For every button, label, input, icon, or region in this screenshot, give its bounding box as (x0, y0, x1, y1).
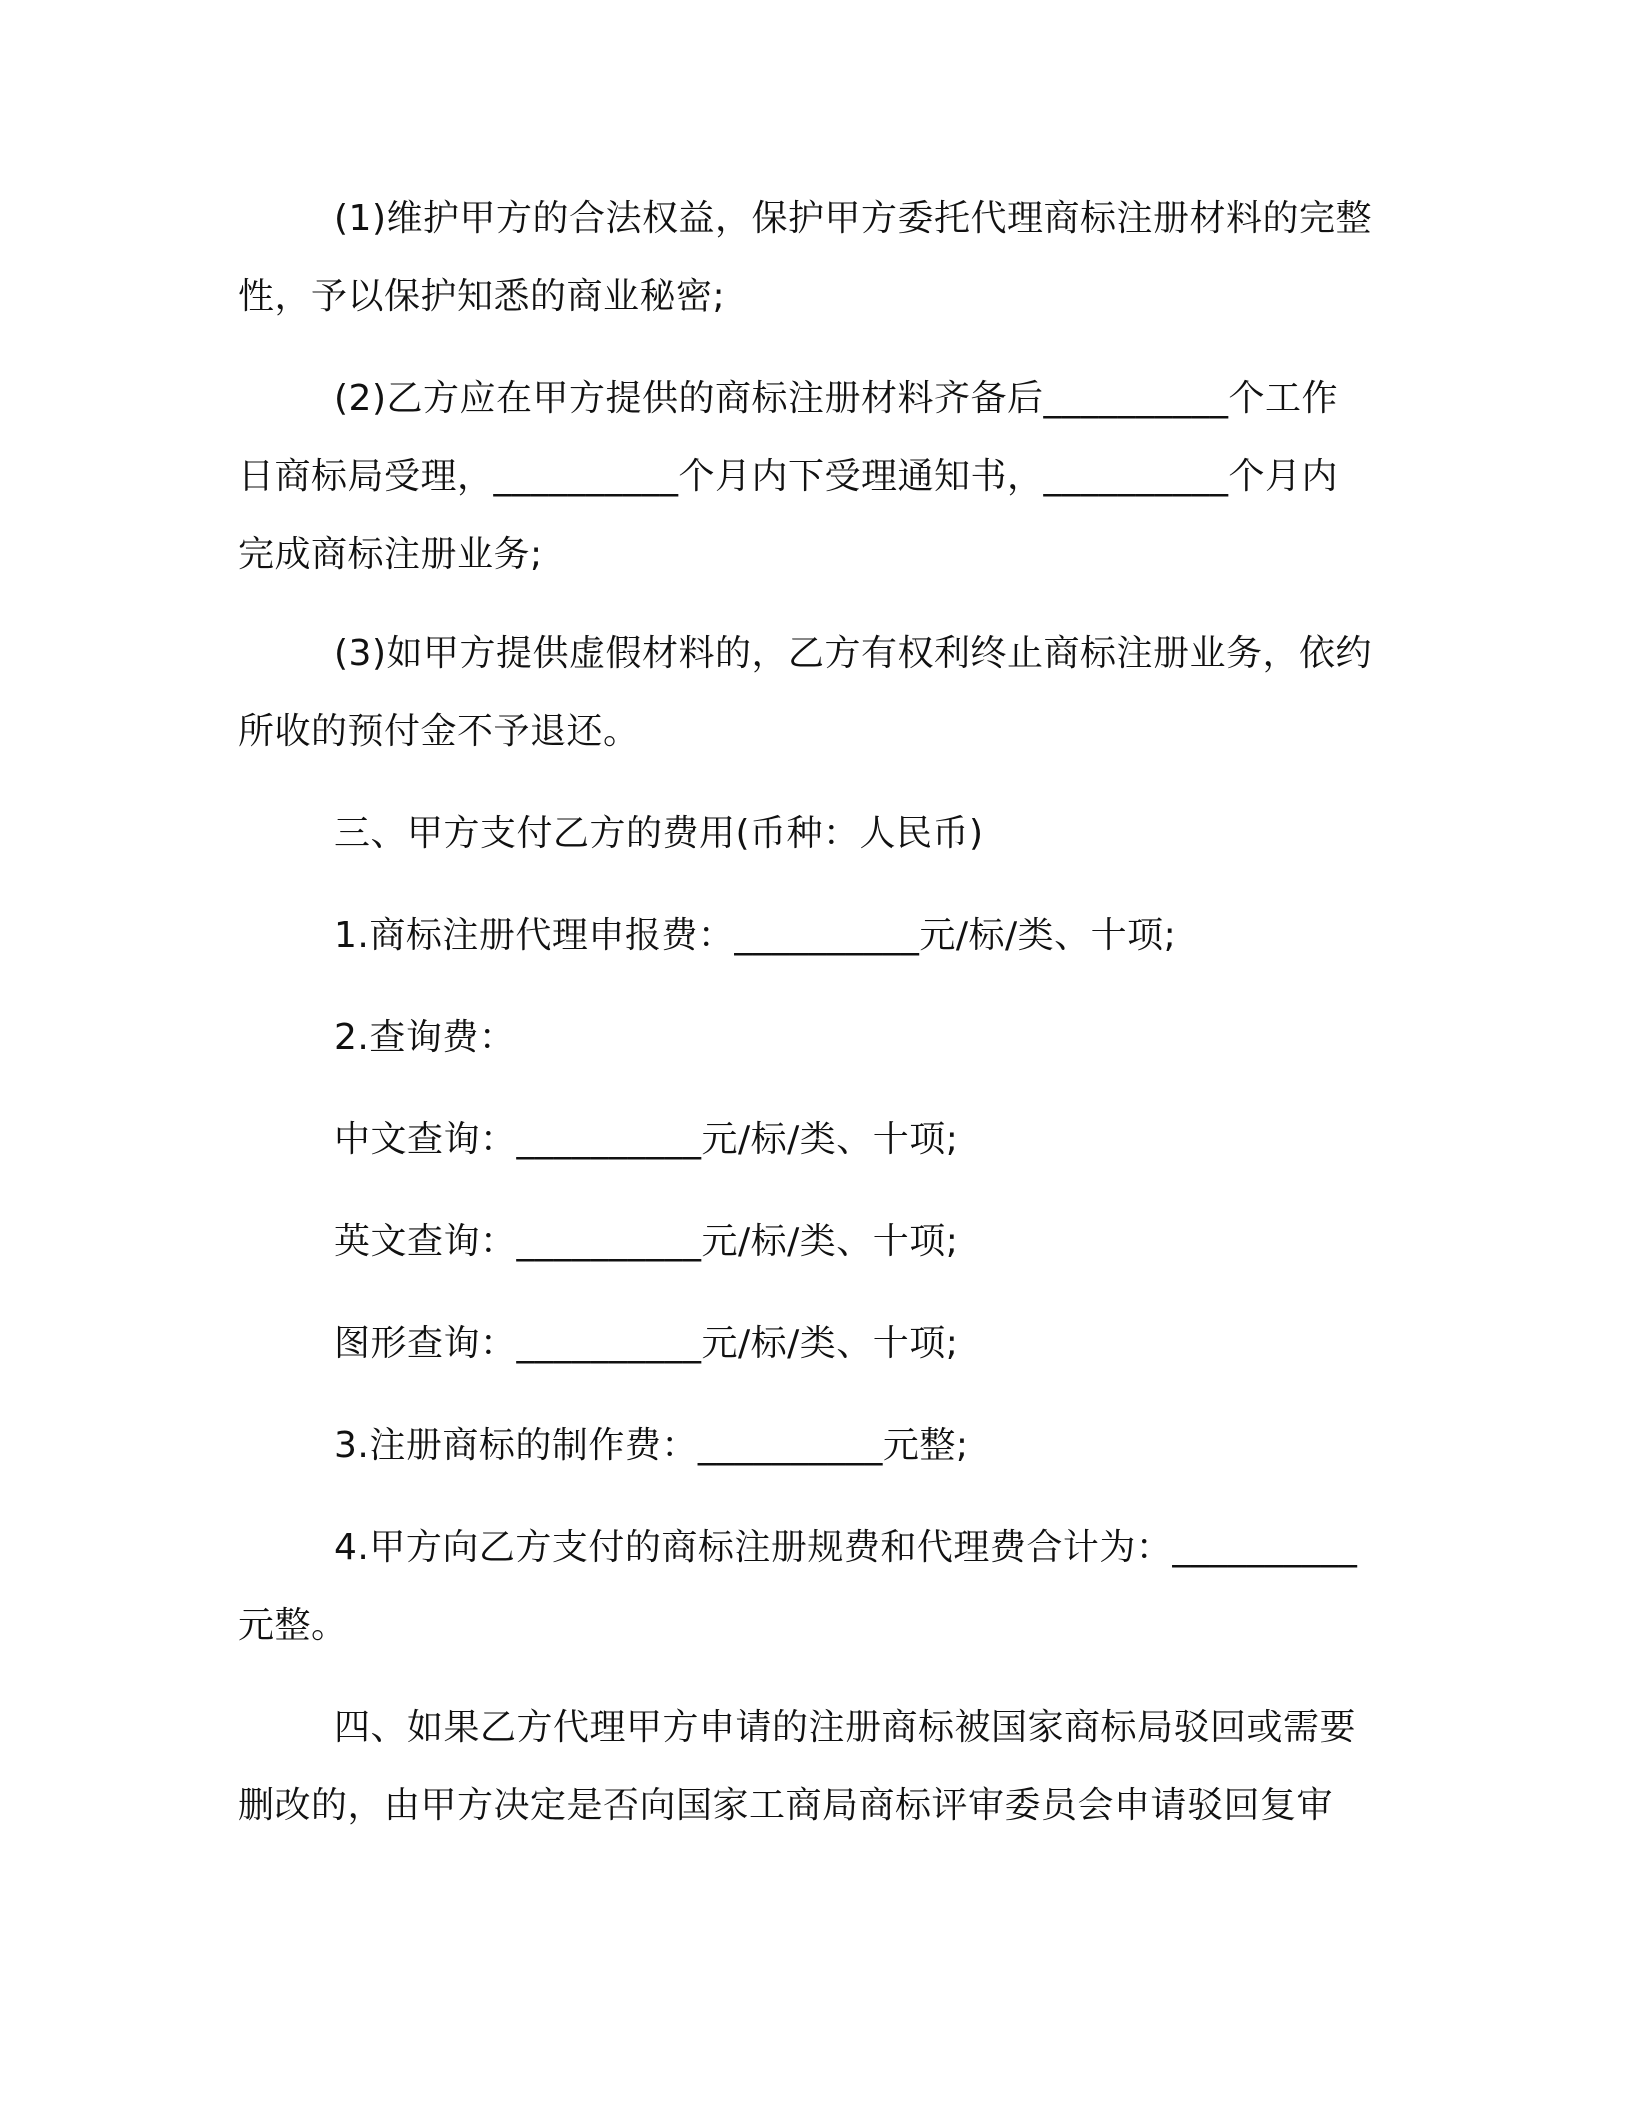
clause-2-line-3: 完成商标注册业务; (238, 534, 543, 575)
section-3-heading-text: 三、甲方支付乙方的费用(币种：人民币) (334, 813, 984, 854)
section-4-paragraph (238, 1689, 1398, 1845)
fee-4-line-2: 元整。 (238, 1605, 348, 1646)
fee-1-line: 1.商标注册代理申报费：__________元/标/类、十项; (334, 915, 1177, 956)
fee-2-chinese-line: 中文查询：__________元/标/类、十项; (334, 1119, 959, 1160)
clause-3-line-1: (3)如甲方提供虚假材料的，乙方有权利终止商标注册业务，依约 (334, 633, 1372, 674)
fee-2-chinese-paragraph (238, 1101, 1398, 1179)
fee-4-paragraph (238, 1509, 1398, 1665)
section-4-line-1: 四、如果乙方代理甲方申请的注册商标被国家商标局驳回或需要 (334, 1707, 1357, 1748)
fee-4-line-1: 4.甲方向乙方支付的商标注册规费和代理费合计为：__________ (334, 1527, 1358, 1568)
fee-2-paragraph (238, 999, 1398, 1077)
clause-3-line-2: 所收的预付金不予退还。 (238, 711, 640, 752)
fee-1-paragraph (238, 897, 1398, 975)
section-3-heading (238, 795, 1398, 873)
clause-1-paragraph (238, 180, 1398, 336)
fee-3-line: 3.注册商标的制作费：__________元整; (334, 1425, 969, 1466)
fee-3-paragraph (238, 1407, 1398, 1485)
clause-2-line-2: 日商标局受理，__________个月内下受理通知书，__________个月内 (238, 456, 1339, 497)
fee-2-graphic-paragraph (238, 1305, 1398, 1383)
fee-2-line: 2.查询费： (334, 1017, 516, 1058)
fee-2-graphic-line: 图形查询：__________元/标/类、十项; (334, 1323, 959, 1364)
section-4-line-2: 删改的，由甲方决定是否向国家工商局商标评审委员会申请驳回复审 (238, 1785, 1334, 1826)
clause-2-paragraph (238, 360, 1398, 594)
clause-1-line-1: (1)维护甲方的合法权益，保护甲方委托代理商标注册材料的完整 (334, 198, 1372, 239)
clause-2-line-1: (2)乙方应在甲方提供的商标注册材料齐备后__________个工作 (334, 378, 1338, 419)
clause-3-paragraph (238, 615, 1398, 771)
fee-2-english-line: 英文查询：__________元/标/类、十项; (334, 1221, 959, 1262)
clause-1-line-2: 性，予以保护知悉的商业秘密; (238, 276, 726, 317)
fee-2-english-paragraph (238, 1203, 1398, 1281)
